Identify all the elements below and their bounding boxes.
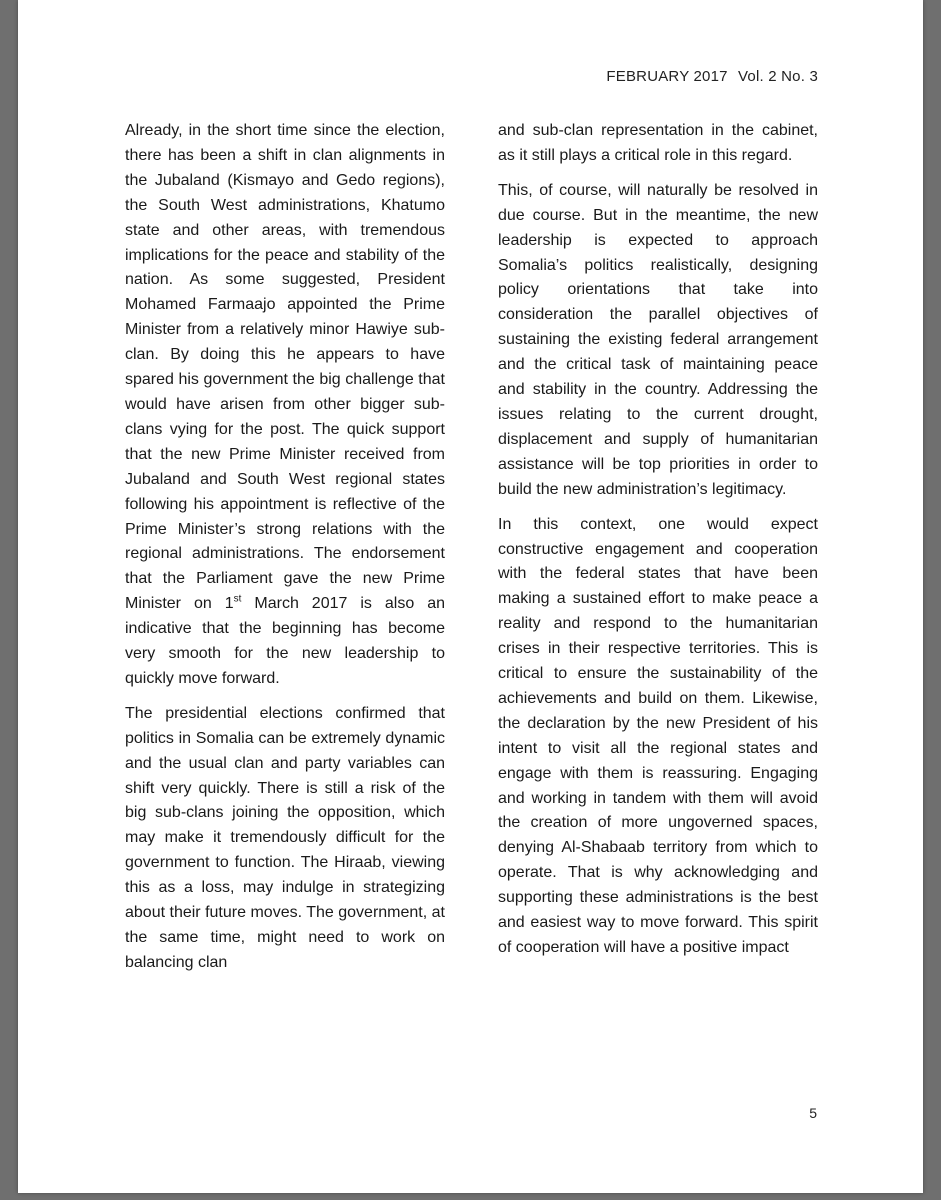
page-number: 5 bbox=[809, 1105, 817, 1121]
issue-volume: Vol. 2 No. 3 bbox=[738, 68, 818, 85]
right-paragraph-3: In this context, one would expect constructive engagement and cooperation with the federal states that have been making a sustained effort to make peace a reality and respond to the humanitarian crises in their respective territories. This is critical to ensure the sustainability of the achievements and build on them. Likewise, the declaration by the new President of his intent to visit all the regional states and engage with them is reassuring. Engaging and working in tandem with them will avoid the creation of more ungoverned spaces, denying Al-Shabaab territory from which to operate. That is why acknowledging and supporting these administrations is the best and easiest way to move forward. This spirit of cooperation will have a positive impact bbox=[498, 515, 818, 956]
document-page bbox=[18, 0, 923, 1193]
right-paragraph-1: and sub-clan representation in the cabinet, as it still plays a critical role in this regard. bbox=[498, 122, 818, 164]
ordinal-suffix: st bbox=[233, 593, 242, 605]
page-header bbox=[606, 68, 818, 85]
left-paragraph-1-text: Already, in the short time since the election, there has been a shift in clan alignments in the Jubaland (Kismayo and Gedo regions), the South West administrations, Khatumo state and other areas, with tremendous implications for the peace and stability of the nation. As some suggested, President Mohamed Farmaajo appointed the Prime Minister from a relatively minor Hawiye sub-clan. By doing this he appears to have spared his government the big challenge that would have arisen from other bigger sub-clans vying for the post. The quick support that the new Prime Minister received from Jubaland and South West regional states following his appointment is reflective of the Prime Minister’s strong relations with the regional administrations. The endorsement that the Parliament gave the new Prime Minister on 1 bbox=[125, 122, 445, 613]
issue-date: FEBRUARY 2017 bbox=[606, 68, 728, 85]
right-column bbox=[498, 119, 818, 961]
left-column bbox=[125, 119, 445, 976]
left-paragraph-2: The presidential elections confirmed that politics in Somalia can be extremely dynamic and the usual clan and party variables can shift very quickly. There is still a risk of the big sub-clans joining the opposition, which may make it tremendously difficult for the government to function. The Hiraab, viewing this as a loss, may indulge in strategizing about their future moves. The government, at the same time, might need to work on balancing clan bbox=[125, 704, 445, 971]
right-paragraph-2: This, of course, will naturally be resolved in due course. But in the meantime, the new leadership is expected to approach Somalia’s politics realistically, designing policy orientations that take into consideration the parallel objectives of sustaining the existing federal arrangement and the critical task of maintaining peace and stability in the country. Addressing the issues relating to the current drought, displacement and supply of humanitarian assistance will be top priorities in order to build the new administration’s legitimacy. bbox=[498, 181, 818, 498]
left-paragraph-1 bbox=[125, 119, 445, 692]
left-paragraph-1-text-cont: March 2017 is also an indicative that the beginning has become very smooth for the new leadership to quickly move forward. bbox=[125, 595, 445, 687]
